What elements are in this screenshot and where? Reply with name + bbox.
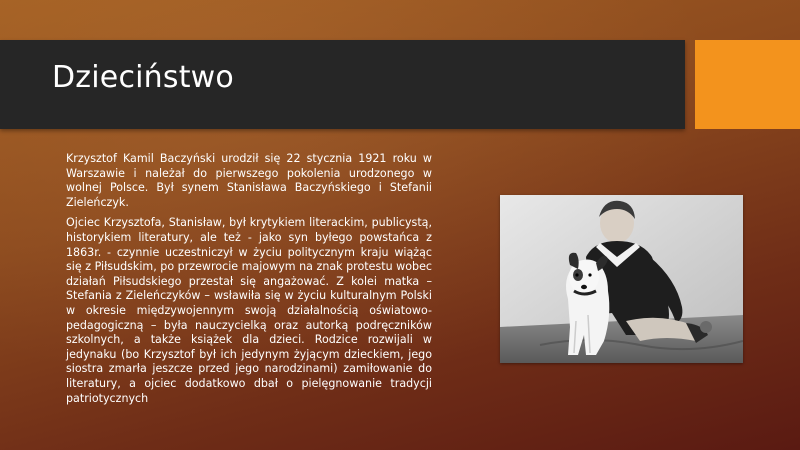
- slide-title: Dzieciństwo: [52, 60, 234, 95]
- paragraph-intro: Krzysztof Kamil Baczyński urodził się 22 stycznia 1921 roku w Warszawie i należał do pierwszego pokolenia urodzonego w wolnej Polsce. Był synem Stanisława Baczyńskiego i Stefanii Zieleńczyk.: [66, 152, 432, 209]
- body-text: [66, 152, 432, 412]
- accent-block: [695, 40, 800, 129]
- boy-with-dog-photo: [500, 195, 743, 363]
- photo-frame: [500, 195, 743, 363]
- paragraph-parents: Ojciec Krzysztofa, Stanisław, był krytykiem literackim, publicystą, historykiem literatury, ale też - jako syn byłego powstańca z 1863r. - czynnie uczestniczył w życiu politycznym kraju wiążąc się z Piłsudskim, po przewrocie majowym na znak protestu wobec działań Piłsudskiego przestał się angażować. Z kolei matka – Stefania z Zieleńczyków – wsławiła się w życiu kulturalnym Polski w okresie międzywojennym swoją działalnością oświatowo-pedagogiczną – była nauczycielką oraz autorką podręczników szkolnych, a także książek dla dzieci. Rodzice rozwijali w jedynaku (bo Krzysztof był ich jedynym żyjącym dzieckiem, jego siostra zmarła jeszcze przed jego narodzinami) zamiłowanie do literatury, a ojciec dodatkowo dbał o pielęgnowanie tradycji patriotycznych: [66, 216, 432, 405]
